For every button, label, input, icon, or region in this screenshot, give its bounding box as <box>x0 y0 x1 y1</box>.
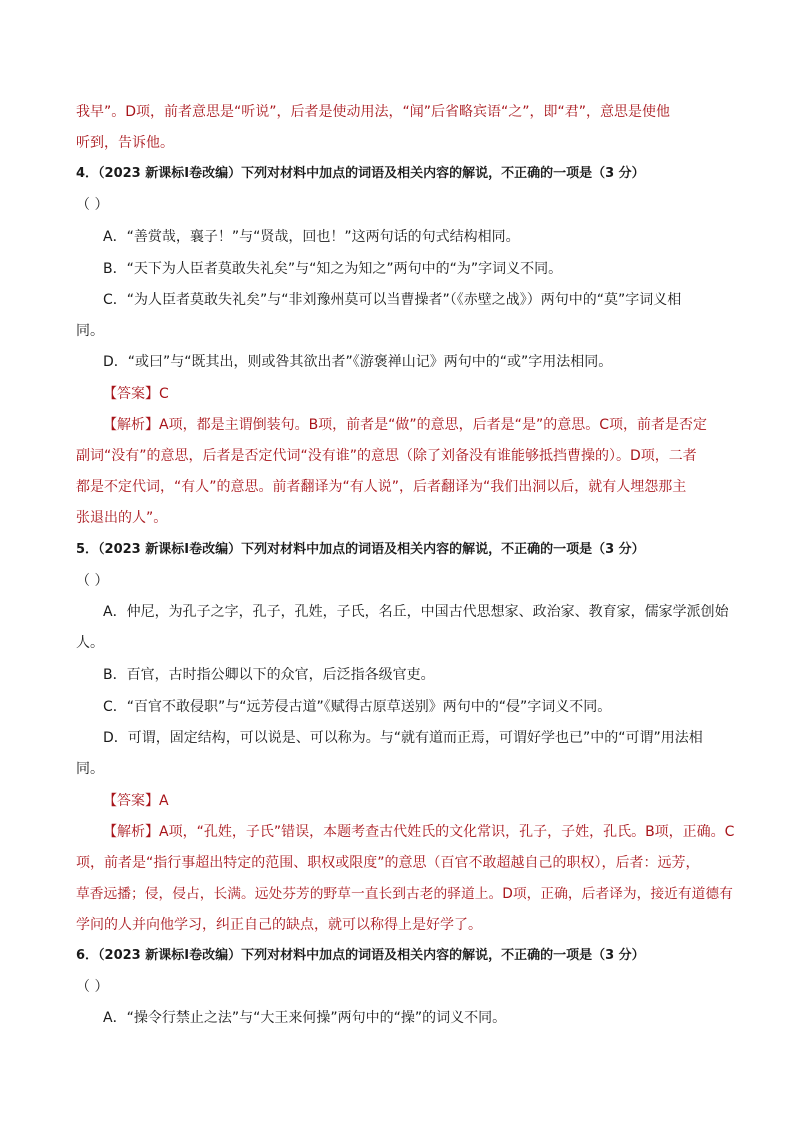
q4-option-a: A．“善赏哉，襄子！”与“贤哉，回也！”这两句话的句式结构相同。 <box>103 229 520 245</box>
q4-explanation-line-3: 都是不定代词，“有人”的意思。前者翻译为“有人说”，后者翻译为“我们出洞以后，就有人埋怨那主 <box>76 479 687 495</box>
q4-option-c-line-2: 同。 <box>76 323 104 339</box>
q5-explanation-line-3: 草香远播；侵，侵占，长满。远处芬芳的野草一直长到古老的驿道上。D项，正确，后者译为，接近有道德有 <box>76 886 733 902</box>
q5-header: 5．（2023 新课标Ⅰ卷改编）下列对材料中加点的词语及相关内容的解说，不正确的一项是（3 分） <box>76 542 645 557</box>
intro-line-2: 听到，告诉他。 <box>76 135 174 151</box>
q5-explanation-line-1: 【解析】A项，“孔姓，子氏”错误，本题考查古代姓氏的文化常识，孔子，子姓，孔氏。B项，正确。C <box>103 824 735 840</box>
q5-explanation-line-4: 学问的人并向他学习，纠正自己的缺点，就可以称得上是好学了。 <box>76 917 482 933</box>
q5-option-b: B．百官，古时指公卿以下的众官，后泛指各级官吏。 <box>103 667 435 683</box>
q5-option-d-line-2: 同。 <box>76 761 104 777</box>
q5-answer <box>103 791 169 811</box>
q5-answer-value: A <box>159 793 169 809</box>
q6-header: 6．（2023 新课标Ⅰ卷改编）下列对材料中加点的词语及相关内容的解说，不正确的一项是（3 分） <box>76 948 645 963</box>
q6-option-a: A．“操令行禁止之法”与“大王来何操”两句中的“操”的词义不同。 <box>103 1010 507 1026</box>
q4-header: 4．（2023 新课标Ⅰ卷改编）下列对材料中加点的词语及相关内容的解说，不正确的一项是（3 分） <box>76 166 645 181</box>
q4-option-b: B．“天下为人臣者莫敢失礼矣”与“知之为知之”两句中的“为”字词义不同。 <box>103 261 563 277</box>
q6-answer-paren: （ ） <box>76 979 109 995</box>
q4-answer-paren: （ ） <box>76 197 109 213</box>
q5-option-d-line-1: D．可谓，固定结构，可以说是、可以称为。与“就有道而正焉，可谓好学也已”中的“可谓”用法相 <box>103 730 703 746</box>
q5-answer-paren: （ ） <box>76 573 109 589</box>
q5-answer-label: 【答案】 <box>103 793 159 809</box>
q4-explanation-line-4: 张退出的人”。 <box>76 510 168 526</box>
q4-answer-label: 【答案】 <box>103 386 159 402</box>
intro-line-1: 我早”。D项，前者意思是“听说”，后者是使动用法，“闻”后省略宾语“之”，即“君”，意思是使他 <box>76 104 671 120</box>
q5-option-a-line-2: 人。 <box>76 635 104 651</box>
q4-explanation-line-2: 副词“没有”的意思，后者是否定代词“没有谁”的意思（除了刘备没有谁能够抵挡曹操的）。D项，二者 <box>76 448 697 464</box>
q5-option-a-line-1: A．仲尼，为孔子之字，孔子，孔姓，子氏，名丘，中国古代思想家、政治家、教育家，儒家学派创始 <box>103 604 729 620</box>
q4-answer-value: C <box>159 386 169 402</box>
q4-option-c-line-1: C．“为人臣者莫敢失礼矣”与“非刘豫州莫可以当曹操者”（《赤壁之战》）两句中的“莫”字词义相 <box>103 292 682 308</box>
q4-explanation-line-1: 【解析】A项，都是主谓倒装句。B项，前者是“做”的意思，后者是“是”的意思。C项，前者是否定 <box>103 417 707 433</box>
q4-option-d: D．“或曰”与“既其出，则或咎其欲出者”《游褒禅山记》两句中的“或”字用法相同。 <box>103 354 613 370</box>
q5-explanation-line-2: 项，前者是“指行事超出特定的范围、职权或限度”的意思（百官不敢超越自己的职权），后者：远芳， <box>76 855 700 871</box>
q5-option-c: C．“百官不敢侵职”与“远芳侵古道”《赋得古原草送别》两句中的“侵”字词义不同。 <box>103 699 612 715</box>
q4-answer <box>103 384 169 404</box>
